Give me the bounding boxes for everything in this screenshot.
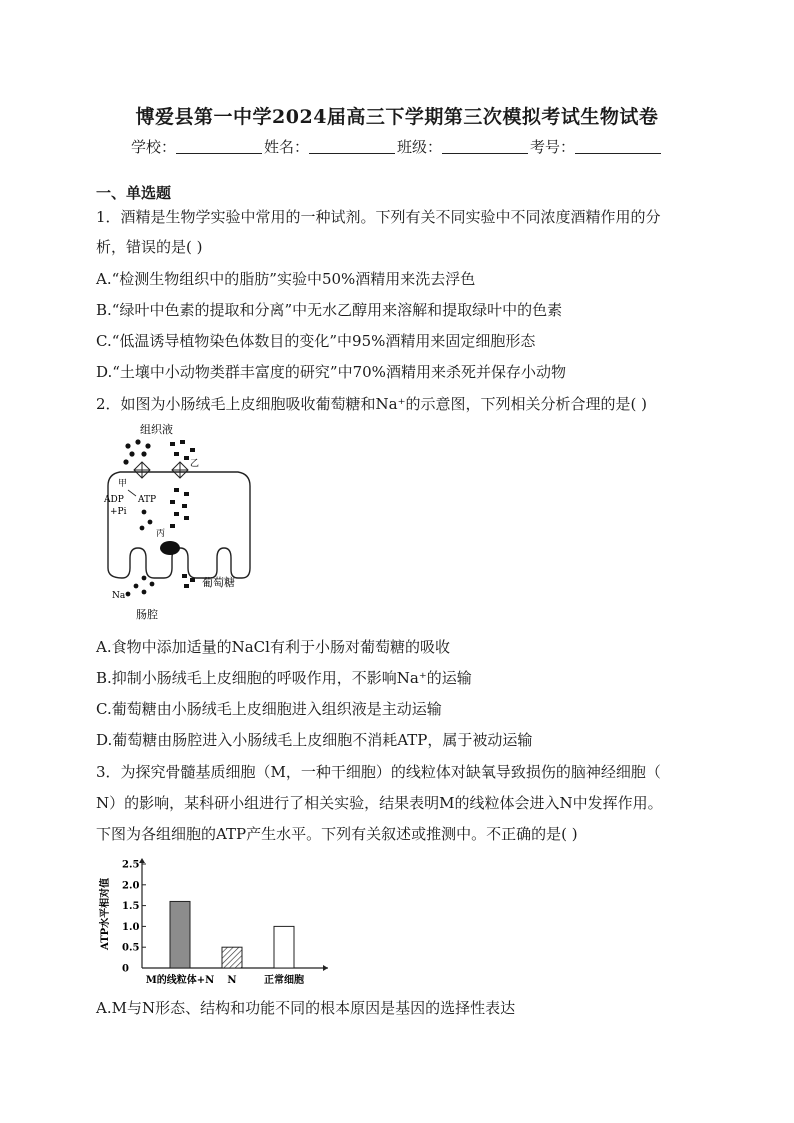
carrier-bing-icon — [160, 541, 180, 555]
section-heading: 一、单选题 — [96, 184, 172, 202]
q1-option-b: B.“绿叶中色素的提取和分离”中无水乙醇用来溶解和提取绿叶中的色素 — [96, 301, 563, 319]
id-label: 考号： — [530, 138, 576, 156]
cell-membrane — [108, 472, 250, 578]
class-label: 班级： — [397, 138, 443, 156]
tissue-fluid-label: 组织液 — [140, 423, 173, 436]
q1-stem-line2: 析，错误的是( ) — [96, 238, 203, 256]
label-atp: ATP — [138, 495, 157, 505]
y-tick-label: 2.0 — [122, 880, 140, 892]
y-tick-label: 0.5 — [122, 942, 140, 954]
y-tick-label: 0 — [122, 963, 129, 975]
q3-option-a: A.M与N形态、结构和功能不同的根本原因是基因的选择性表达 — [96, 999, 516, 1017]
na-ions-tissue-fluid — [123, 439, 150, 464]
label-yi: 乙 — [190, 459, 200, 469]
q3-stem-line2: N）的影响，某科研小组进行了相关实验，结果表明M的线粒体会进入N中发挥作用。 — [96, 794, 663, 812]
glucose-tissue-fluid — [170, 440, 195, 460]
label-na: Na⁺ — [112, 591, 130, 601]
x-tick-label: M的线粒体+N — [145, 975, 215, 986]
atp-arrow-icon — [128, 490, 136, 496]
exam-title: 博爱县第一中学2024届高三下学期第三次模拟考试生物试卷 — [135, 106, 659, 128]
y-axis-label: ATP水平相对值 — [100, 877, 111, 950]
school-label: 学校： — [130, 138, 176, 156]
y-tick-label: 2.5 — [122, 859, 140, 871]
glucose-in-cell — [170, 488, 189, 528]
name-blank[interactable] — [309, 139, 395, 154]
q2-option-a: A.食物中添加适量的NaCl有利于小肠对葡萄糖的吸收 — [96, 638, 450, 656]
y-axis-arrow-icon — [139, 858, 145, 863]
class-blank[interactable] — [442, 139, 528, 154]
q2-option-b: B.抑制小肠绒毛上皮细胞的呼吸作用，不影响Na⁺的运输 — [96, 669, 472, 687]
x-tick-label: N — [227, 975, 237, 986]
id-blank[interactable] — [575, 139, 661, 154]
y-tick-label: 1.5 — [122, 901, 140, 913]
q3-stem-line1: 3．为探究骨髓基质细胞（M，一种干细胞）的线粒体对缺氧导致损伤的脑神经细胞（ — [96, 763, 661, 781]
label-glucose: 葡萄糖 — [202, 576, 235, 589]
q2-stem: 2．如图为小肠绒毛上皮细胞吸收葡萄糖和Na⁺的示意图，下列相关分析合理的是( ) — [96, 395, 648, 413]
label-bing: 丙 — [156, 529, 166, 539]
q2-option-d: D.葡萄糖由肠腔进入小肠绒毛上皮细胞不消耗ATP，属于被动运输 — [96, 731, 533, 749]
cell-transport-diagram — [98, 418, 258, 628]
name-label: 姓名： — [263, 138, 309, 156]
atp-bar-chart — [96, 852, 336, 988]
q1-option-d: D.“土壤中小动物类群丰富度的研究”中70%酒精用来杀死并保存小动物 — [96, 363, 566, 381]
x-axis-arrow-icon — [323, 965, 328, 971]
label-jia: 甲 — [118, 479, 128, 489]
q1-option-a: A.“检测生物组织中的脂肪”实验中50%酒精用来洗去浮色 — [96, 270, 476, 288]
na-ions-in-cell — [140, 510, 153, 531]
bar — [170, 901, 190, 968]
label-lumen: 肠腔 — [136, 608, 158, 621]
bar — [222, 947, 242, 968]
glucose-lumen — [182, 574, 195, 588]
label-adp: ADP — [104, 495, 124, 505]
carrier-yi-icon — [172, 462, 188, 478]
x-tick-label: 正常细胞 — [264, 975, 304, 986]
q1-option-c: C.“低温诱导植物染色体数目的变化”中95%酒精用来固定细胞形态 — [96, 332, 536, 350]
bar — [274, 926, 294, 968]
school-blank[interactable] — [176, 139, 262, 154]
label-pi: +Pi — [110, 507, 127, 517]
carrier-jia-icon — [134, 462, 150, 478]
q3-stem-line3: 下图为各组细胞的ATP产生水平。下列有关叙述或推测中。不正确的是( ) — [96, 825, 578, 843]
q2-option-c: C.葡萄糖由小肠绒毛上皮细胞进入组织液是主动运输 — [96, 700, 442, 718]
q1-stem-line1: 1．酒精是生物学实验中常用的一种试剂。下列有关不同实验中不同浓度酒精作用的分 — [96, 208, 661, 226]
y-tick-label: 1.0 — [122, 921, 140, 933]
student-info-line — [0, 136, 794, 157]
